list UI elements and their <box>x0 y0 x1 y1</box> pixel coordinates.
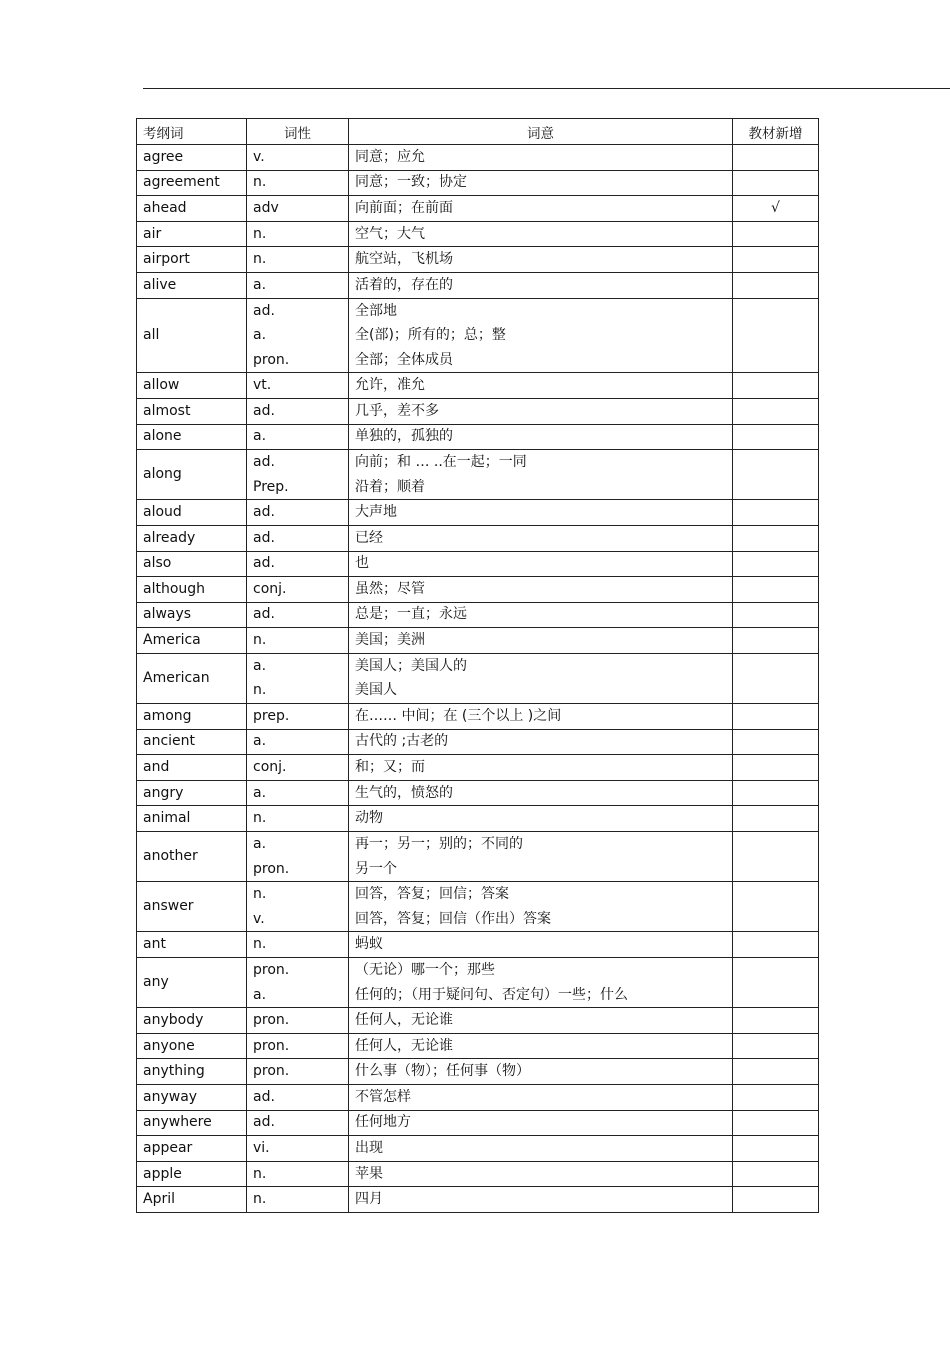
part-of-speech: ad. <box>253 302 275 319</box>
part-of-speech: a. <box>253 836 267 853</box>
meaning-text: 任何的；（用于疑问句、否定句）一些；什么 <box>355 986 628 1003</box>
word-cell: all <box>137 298 247 373</box>
part-of-speech: ad. <box>253 606 275 623</box>
meaning-cell <box>349 373 733 399</box>
meaning-text: 在…… 中间；在 (三个以上 )之间 <box>355 707 562 724</box>
word-cell: allow <box>137 373 247 399</box>
meaning-text: 美国人 <box>355 682 397 699</box>
word-cell: aloud <box>137 500 247 526</box>
part-of-speech-cell <box>247 1008 349 1034</box>
textbook-new-cell <box>733 932 819 958</box>
part-of-speech: conj. <box>253 759 287 776</box>
word-cell: anyway <box>137 1084 247 1110</box>
meaning-text: 古代的 ;古老的 <box>355 733 449 750</box>
table-row <box>137 704 819 730</box>
part-of-speech: conj. <box>253 580 287 597</box>
part-of-speech: n. <box>253 936 267 953</box>
meaning-text: 空气；大气 <box>355 225 425 242</box>
word-cell: alive <box>137 272 247 298</box>
part-of-speech: ad. <box>253 555 275 572</box>
meaning-text: 不管怎样 <box>355 1088 411 1105</box>
word-cell: ahead <box>137 196 247 222</box>
table-row <box>137 958 819 1008</box>
word-cell: animal <box>137 806 247 832</box>
textbook-new-cell <box>733 958 819 1008</box>
meaning-cell <box>349 1084 733 1110</box>
meaning-text: 大声地 <box>355 504 397 521</box>
meaning-cell <box>349 882 733 932</box>
meaning-cell <box>349 196 733 222</box>
meaning-text: 总是；一直；永远 <box>355 606 467 623</box>
textbook-new-cell <box>733 1136 819 1162</box>
word-cell: anyone <box>137 1033 247 1059</box>
textbook-new-cell <box>733 500 819 526</box>
meaning-text: 沿着；顺着 <box>355 478 425 495</box>
table-row <box>137 373 819 399</box>
table-row <box>137 882 819 932</box>
part-of-speech-cell <box>247 832 349 882</box>
meaning-cell <box>349 1187 733 1213</box>
table-row <box>137 806 819 832</box>
textbook-new-cell <box>733 577 819 603</box>
part-of-speech-cell <box>247 653 349 703</box>
meaning-text: 向前；和 … ..在一起；一同 <box>355 454 527 471</box>
part-of-speech: a. <box>253 733 267 750</box>
part-of-speech: ad. <box>253 454 275 471</box>
word-cell: airport <box>137 247 247 273</box>
part-of-speech-cell <box>247 1084 349 1110</box>
meaning-cell <box>349 1033 733 1059</box>
part-of-speech: adv <box>253 199 279 216</box>
table-row <box>137 500 819 526</box>
table-row <box>137 832 819 882</box>
header-word: 考纲词 <box>137 119 247 145</box>
textbook-new-cell <box>733 373 819 399</box>
part-of-speech-cell <box>247 1033 349 1059</box>
textbook-new-cell <box>733 398 819 424</box>
part-of-speech: a. <box>253 784 267 801</box>
meaning-text: 已经 <box>355 529 383 546</box>
part-of-speech-cell <box>247 196 349 222</box>
textbook-new-cell <box>733 653 819 703</box>
meaning-cell <box>349 525 733 551</box>
header-rule <box>143 88 950 89</box>
part-of-speech-cell <box>247 704 349 730</box>
part-of-speech: n. <box>253 682 267 699</box>
word-cell: air <box>137 221 247 247</box>
textbook-new-cell <box>733 755 819 781</box>
table-row <box>137 1187 819 1213</box>
meaning-text: 向前面；在前面 <box>355 199 453 216</box>
part-of-speech: pron. <box>253 1063 290 1080</box>
meaning-text: 苹果 <box>355 1165 383 1182</box>
word-cell: appear <box>137 1136 247 1162</box>
part-of-speech: ad. <box>253 504 275 521</box>
part-of-speech-cell <box>247 298 349 373</box>
meaning-cell <box>349 832 733 882</box>
meaning-text: 全部地 <box>355 302 397 319</box>
table-row <box>137 1161 819 1187</box>
meaning-text: 动物 <box>355 810 383 827</box>
part-of-speech: pron. <box>253 860 290 877</box>
part-of-speech-cell <box>247 602 349 628</box>
table-row <box>137 450 819 500</box>
meaning-cell <box>349 755 733 781</box>
meaning-text: 全部；全体成员 <box>355 351 453 368</box>
table-row <box>137 628 819 654</box>
meaning-text: 也 <box>355 555 369 572</box>
meaning-text: 回答，答复；回信（作出）答案 <box>355 910 551 927</box>
table-row <box>137 247 819 273</box>
part-of-speech: ad. <box>253 1088 275 1105</box>
textbook-new-cell <box>733 628 819 654</box>
vocabulary-table <box>136 118 819 1213</box>
part-of-speech: pron. <box>253 351 290 368</box>
table-row <box>137 1059 819 1085</box>
table-row <box>137 398 819 424</box>
table-row <box>137 196 819 222</box>
table-row <box>137 602 819 628</box>
table-row <box>137 221 819 247</box>
word-cell: and <box>137 755 247 781</box>
table-row <box>137 298 819 373</box>
meaning-text: 同意；应允 <box>355 148 425 165</box>
part-of-speech-cell <box>247 1136 349 1162</box>
meaning-text: 全(部)；所有的；总；整 <box>355 327 506 344</box>
word-cell: anything <box>137 1059 247 1085</box>
part-of-speech-cell <box>247 525 349 551</box>
table-row <box>137 551 819 577</box>
part-of-speech: ad. <box>253 529 275 546</box>
textbook-new-cell <box>733 221 819 247</box>
word-cell: April <box>137 1187 247 1213</box>
table-row <box>137 1110 819 1136</box>
part-of-speech: a. <box>253 428 267 445</box>
meaning-text: 生气的，愤怒的 <box>355 784 453 801</box>
part-of-speech-cell <box>247 932 349 958</box>
table-row <box>137 170 819 196</box>
textbook-new-cell <box>733 1110 819 1136</box>
word-cell: angry <box>137 780 247 806</box>
part-of-speech: a. <box>253 986 267 1003</box>
meaning-text: 美国人；美国人的 <box>355 657 467 674</box>
textbook-new-cell <box>733 882 819 932</box>
part-of-speech: n. <box>253 225 267 242</box>
part-of-speech-cell <box>247 806 349 832</box>
textbook-new-cell <box>733 806 819 832</box>
meaning-cell <box>349 1110 733 1136</box>
meaning-text: 任何人，无论谁 <box>355 1037 453 1054</box>
part-of-speech: n. <box>253 1191 267 1208</box>
part-of-speech-cell <box>247 577 349 603</box>
part-of-speech-cell <box>247 373 349 399</box>
textbook-new-cell <box>733 1187 819 1213</box>
word-cell: another <box>137 832 247 882</box>
meaning-text: 航空站，飞机场 <box>355 251 453 268</box>
word-cell: alone <box>137 424 247 450</box>
meaning-text: 回答，答复；回信；答案 <box>355 886 509 903</box>
table-row <box>137 653 819 703</box>
meaning-cell <box>349 298 733 373</box>
word-cell: ant <box>137 932 247 958</box>
part-of-speech: v. <box>253 148 265 165</box>
part-of-speech-cell <box>247 398 349 424</box>
part-of-speech: a. <box>253 276 267 293</box>
meaning-cell <box>349 551 733 577</box>
textbook-new-cell <box>733 1161 819 1187</box>
meaning-text: 蚂蚁 <box>355 936 383 953</box>
part-of-speech-cell <box>247 247 349 273</box>
textbook-new-cell <box>733 780 819 806</box>
word-cell: already <box>137 525 247 551</box>
meaning-text: 再一；另一；别的；不同的 <box>355 836 523 853</box>
word-cell: answer <box>137 882 247 932</box>
textbook-new-cell <box>733 551 819 577</box>
meaning-text: 活着的，存在的 <box>355 276 453 293</box>
part-of-speech: ad. <box>253 1114 275 1131</box>
table-row <box>137 525 819 551</box>
table-row <box>137 272 819 298</box>
part-of-speech-cell <box>247 882 349 932</box>
meaning-text: 几乎，差不多 <box>355 402 439 419</box>
meaning-cell <box>349 704 733 730</box>
table-row <box>137 1033 819 1059</box>
part-of-speech-cell <box>247 221 349 247</box>
textbook-new-cell <box>733 1033 819 1059</box>
meaning-text: 美国；美洲 <box>355 632 425 649</box>
part-of-speech: v. <box>253 910 265 927</box>
table-row <box>137 577 819 603</box>
textbook-new-cell <box>733 1008 819 1034</box>
meaning-text: 和；又；而 <box>355 759 425 776</box>
part-of-speech-cell <box>247 272 349 298</box>
table-header <box>137 119 819 145</box>
header-row <box>137 119 819 145</box>
table-body <box>137 145 819 1213</box>
meaning-text: 允许，准允 <box>355 377 425 394</box>
table-row <box>137 424 819 450</box>
word-cell: almost <box>137 398 247 424</box>
textbook-new-cell <box>733 832 819 882</box>
textbook-new-cell <box>733 298 819 373</box>
part-of-speech-cell <box>247 958 349 1008</box>
part-of-speech-cell <box>247 145 349 171</box>
word-cell: anywhere <box>137 1110 247 1136</box>
textbook-new-cell <box>733 602 819 628</box>
meaning-text: 任何地方 <box>355 1114 411 1131</box>
meaning-cell <box>349 1161 733 1187</box>
meaning-cell <box>349 450 733 500</box>
meaning-cell <box>349 958 733 1008</box>
part-of-speech: pron. <box>253 1037 290 1054</box>
table-row <box>137 729 819 755</box>
meaning-cell <box>349 500 733 526</box>
part-of-speech: a. <box>253 657 267 674</box>
part-of-speech-cell <box>247 1059 349 1085</box>
meaning-cell <box>349 806 733 832</box>
part-of-speech: vi. <box>253 1139 270 1156</box>
part-of-speech: n. <box>253 810 267 827</box>
meaning-cell <box>349 398 733 424</box>
part-of-speech-cell <box>247 424 349 450</box>
part-of-speech-cell <box>247 551 349 577</box>
header-textbook-new: 教材新增 <box>733 119 819 145</box>
meaning-text: 四月 <box>355 1191 383 1208</box>
textbook-new-cell <box>733 1059 819 1085</box>
table-row <box>137 1008 819 1034</box>
meaning-text: 单独的，孤独的 <box>355 428 453 445</box>
part-of-speech: prep. <box>253 707 290 724</box>
part-of-speech-cell <box>247 1161 349 1187</box>
textbook-new-cell <box>733 1084 819 1110</box>
word-cell: always <box>137 602 247 628</box>
part-of-speech-cell <box>247 170 349 196</box>
word-cell: ancient <box>137 729 247 755</box>
word-cell: agreement <box>137 170 247 196</box>
textbook-new-cell <box>733 704 819 730</box>
meaning-cell <box>349 272 733 298</box>
part-of-speech: pron. <box>253 1011 290 1028</box>
table-row <box>137 1084 819 1110</box>
word-cell: also <box>137 551 247 577</box>
word-cell: America <box>137 628 247 654</box>
meaning-cell <box>349 780 733 806</box>
part-of-speech-cell <box>247 500 349 526</box>
word-cell: apple <box>137 1161 247 1187</box>
meaning-cell <box>349 602 733 628</box>
meaning-text: （无论）哪一个；那些 <box>355 962 495 978</box>
meaning-cell <box>349 1136 733 1162</box>
meaning-text: 虽然；尽管 <box>355 580 425 597</box>
meaning-cell <box>349 1059 733 1085</box>
meaning-text: 同意；一致；协定 <box>355 174 467 191</box>
part-of-speech-cell <box>247 755 349 781</box>
part-of-speech: n. <box>253 174 267 191</box>
meaning-cell <box>349 628 733 654</box>
textbook-new-cell <box>733 525 819 551</box>
meaning-cell <box>349 577 733 603</box>
part-of-speech-cell <box>247 1187 349 1213</box>
meaning-text: 出现 <box>355 1139 383 1156</box>
part-of-speech: pron. <box>253 962 290 978</box>
part-of-speech: ad. <box>253 402 275 419</box>
meaning-cell <box>349 170 733 196</box>
word-cell: although <box>137 577 247 603</box>
meaning-cell <box>349 932 733 958</box>
textbook-new-checkmark: √ <box>733 196 819 222</box>
word-cell: along <box>137 450 247 500</box>
meaning-cell <box>349 653 733 703</box>
meaning-cell <box>349 729 733 755</box>
word-cell: American <box>137 653 247 703</box>
header-part-of-speech: 词性 <box>247 119 349 145</box>
table-row <box>137 780 819 806</box>
table-row <box>137 932 819 958</box>
part-of-speech-cell <box>247 780 349 806</box>
meaning-cell <box>349 145 733 171</box>
meaning-cell <box>349 247 733 273</box>
part-of-speech: Prep. <box>253 478 289 495</box>
part-of-speech: a. <box>253 327 267 344</box>
part-of-speech: n. <box>253 1165 267 1182</box>
table-row <box>137 755 819 781</box>
header-meaning: 词意 <box>349 119 733 145</box>
word-cell: anybody <box>137 1008 247 1034</box>
word-cell: any <box>137 958 247 1008</box>
meaning-text: 另一个 <box>355 860 397 877</box>
part-of-speech: vt. <box>253 377 272 394</box>
meaning-cell <box>349 1008 733 1034</box>
textbook-new-cell <box>733 424 819 450</box>
meaning-text: 什么事（物）；任何事（物） <box>355 1063 530 1080</box>
table-row <box>137 145 819 171</box>
meaning-text: 任何人，无论谁 <box>355 1011 453 1028</box>
part-of-speech: n. <box>253 251 267 268</box>
textbook-new-cell <box>733 450 819 500</box>
word-cell: agree <box>137 145 247 171</box>
meaning-cell <box>349 221 733 247</box>
part-of-speech-cell <box>247 450 349 500</box>
meaning-cell <box>349 424 733 450</box>
part-of-speech: n. <box>253 886 267 903</box>
textbook-new-cell <box>733 145 819 171</box>
textbook-new-cell <box>733 272 819 298</box>
part-of-speech-cell <box>247 729 349 755</box>
word-cell: among <box>137 704 247 730</box>
part-of-speech-cell <box>247 1110 349 1136</box>
textbook-new-cell <box>733 729 819 755</box>
textbook-new-cell <box>733 247 819 273</box>
part-of-speech: n. <box>253 632 267 649</box>
table-row <box>137 1136 819 1162</box>
part-of-speech-cell <box>247 628 349 654</box>
textbook-new-cell <box>733 170 819 196</box>
